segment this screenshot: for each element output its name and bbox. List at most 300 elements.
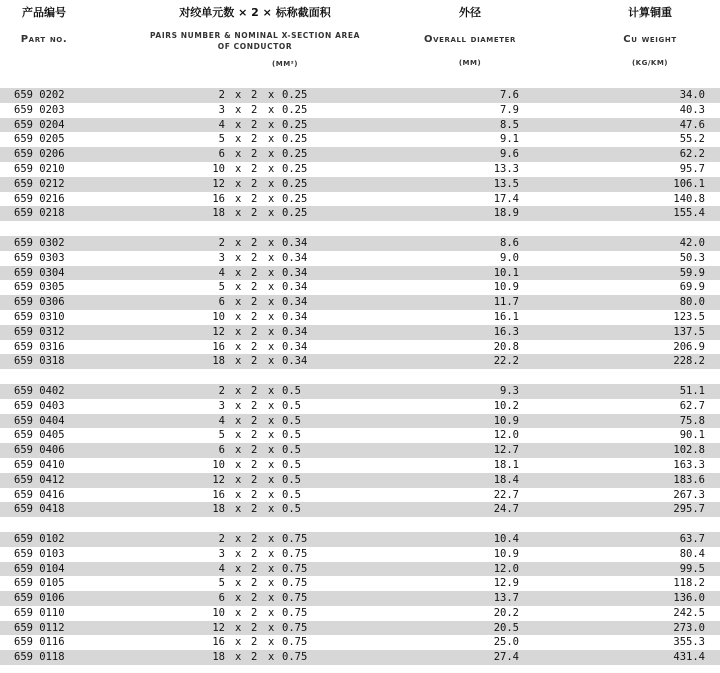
cu-weight-cell: 273.0	[673, 621, 705, 634]
pair-factor-cell: 2	[251, 89, 258, 101]
times-sign: x	[235, 532, 242, 545]
overall-diameter-cell: 22.7	[493, 488, 519, 501]
pair-factor-cell: 2	[251, 103, 258, 116]
pairs-count-cell: 2	[218, 384, 225, 397]
table-row	[0, 576, 720, 591]
part-number-cell: 659 0105	[14, 577, 65, 590]
overall-diameter-cell: 20.2	[493, 606, 519, 619]
cu-weight-cell: 80.4	[679, 547, 705, 560]
pairs-count-cell: 6	[218, 592, 225, 605]
table-row	[0, 384, 720, 399]
pair-factor-cell: 2	[251, 636, 258, 649]
times-sign: x	[235, 118, 242, 131]
group-spacer	[0, 369, 720, 384]
times-sign: x	[268, 281, 275, 294]
cu-weight-cell: 63.7	[679, 532, 705, 545]
cross-section-cell: 0.5	[282, 429, 301, 442]
times-sign: x	[268, 266, 275, 279]
cu-weight-cell: 431.4	[673, 651, 705, 664]
pairs-count-cell: 5	[218, 577, 225, 590]
table-row	[0, 562, 720, 577]
table-row	[0, 266, 720, 281]
pair-factor-cell: 2	[251, 562, 258, 575]
times-sign: x	[268, 148, 275, 161]
overall-diameter-cell: 17.4	[493, 192, 519, 205]
table-row	[0, 251, 720, 266]
part-number-cell: 659 0102	[14, 532, 65, 545]
times-sign: x	[235, 606, 242, 619]
cross-section-cell: 0.25	[282, 89, 308, 101]
times-sign: x	[268, 592, 275, 605]
overall-diameter-cell: 11.7	[493, 296, 519, 309]
part-number-cell: 659 0405	[14, 429, 65, 442]
times-sign: x	[235, 444, 242, 457]
part-number-cell: 659 0212	[14, 177, 65, 190]
overall-diameter-cell: 18.9	[493, 207, 519, 220]
part-number-cell: 659 0104	[14, 562, 65, 575]
pairs-count-cell: 4	[218, 414, 225, 427]
cu-weight-cell: 163.3	[673, 458, 705, 471]
times-sign: x	[235, 636, 242, 649]
part-number-cell: 659 0303	[14, 251, 65, 264]
part-number-cell: 659 0412	[14, 473, 65, 486]
cross-section-cell: 0.25	[282, 103, 308, 116]
times-sign: x	[235, 89, 242, 101]
times-sign: x	[235, 399, 242, 412]
cu-unit: (KG/KM)	[631, 59, 668, 67]
pairs-header-en: PAIRS NUMBER & NOMINAL X-SECTION AREA OF CONDUCTOR	[150, 31, 360, 51]
table-row	[0, 354, 720, 369]
table-row	[0, 147, 720, 162]
pair-factor-cell: 2	[251, 384, 258, 397]
cross-section-cell: 0.34	[282, 340, 308, 353]
overall-diameter-cell: 22.2	[493, 355, 519, 368]
cross-section-cell: 0.34	[282, 236, 308, 249]
overall-diameter-cell: 10.9	[493, 281, 519, 294]
times-sign: x	[235, 236, 242, 249]
part-number-cell: 659 0403	[14, 399, 65, 412]
times-sign: x	[235, 103, 242, 116]
times-sign: x	[235, 355, 242, 368]
od-unit: (MM)	[458, 59, 482, 67]
overall-diameter-cell: 24.7	[493, 503, 519, 516]
pair-factor-cell: 2	[251, 532, 258, 545]
overall-diameter-cell: 13.7	[493, 592, 519, 605]
times-sign: x	[268, 296, 275, 309]
cu-weight-cell: 355.3	[673, 636, 705, 649]
table-row	[0, 428, 720, 443]
times-sign: x	[268, 251, 275, 264]
cu-weight-cell: 55.2	[679, 133, 705, 146]
pairs-count-cell: 3	[218, 547, 225, 560]
pair-factor-cell: 2	[251, 236, 258, 249]
overall-diameter-cell: 9.6	[500, 148, 519, 161]
overall-diameter-cell: 12.0	[493, 429, 519, 442]
pairs-count-cell: 18	[212, 207, 225, 220]
pair-factor-cell: 2	[251, 148, 258, 161]
overall-diameter-cell: 16.1	[493, 310, 519, 323]
pair-factor-cell: 2	[251, 429, 258, 442]
cu-weight-cell: 123.5	[673, 310, 705, 323]
pairs-count-cell: 10	[212, 310, 225, 323]
pairs-count-cell: 5	[218, 429, 225, 442]
times-sign: x	[235, 133, 242, 146]
overall-diameter-cell: 7.9	[500, 103, 519, 116]
pairs-count-cell: 5	[218, 133, 225, 146]
cross-section-cell: 0.25	[282, 207, 308, 220]
times-sign: x	[268, 577, 275, 590]
cross-section-cell: 0.75	[282, 606, 308, 619]
part-number-cell: 659 0110	[14, 606, 65, 619]
overall-diameter-cell: 18.1	[493, 458, 519, 471]
pairs-count-cell: 4	[218, 266, 225, 279]
table-row	[0, 502, 720, 517]
times-sign: x	[235, 458, 242, 471]
pair-factor-cell: 2	[251, 355, 258, 368]
pairs-count-cell: 18	[212, 503, 225, 516]
pairs-count-cell: 12	[212, 325, 225, 338]
cross-section-cell: 0.5	[282, 384, 301, 397]
overall-diameter-cell: 9.0	[500, 251, 519, 264]
table-row	[0, 88, 720, 103]
pairs-count-cell: 10	[212, 162, 225, 175]
cross-section-cell: 0.75	[282, 547, 308, 560]
part-number-cell: 659 0202	[14, 89, 65, 101]
pair-factor-cell: 2	[251, 281, 258, 294]
cu-weight-cell: 206.9	[673, 340, 705, 353]
cu-weight-cell: 242.5	[673, 606, 705, 619]
times-sign: x	[268, 503, 275, 516]
times-sign: x	[268, 340, 275, 353]
times-sign: x	[235, 429, 242, 442]
times-sign: x	[268, 89, 275, 101]
pair-factor-cell: 2	[251, 577, 258, 590]
cross-section-cell: 0.34	[282, 251, 308, 264]
times-sign: x	[235, 473, 242, 486]
overall-diameter-cell: 18.4	[493, 473, 519, 486]
table-row	[0, 103, 720, 118]
overall-diameter-cell: 16.3	[493, 325, 519, 338]
part-number-cell: 659 0210	[14, 162, 65, 175]
cross-section-cell: 0.25	[282, 192, 308, 205]
table-row	[0, 606, 720, 621]
part-number-cell: 659 0116	[14, 636, 65, 649]
times-sign: x	[235, 177, 242, 190]
cross-section-cell: 0.25	[282, 118, 308, 131]
overall-diameter-cell: 7.6	[500, 89, 519, 101]
times-sign: x	[268, 562, 275, 575]
cross-section-cell: 0.5	[282, 444, 301, 457]
pairs-count-cell: 3	[218, 399, 225, 412]
cu-weight-cell: 62.7	[679, 399, 705, 412]
cross-section-cell: 0.34	[282, 355, 308, 368]
table-row	[0, 310, 720, 325]
cu-weight-cell: 62.2	[679, 148, 705, 161]
cross-section-cell: 0.75	[282, 651, 308, 664]
pair-factor-cell: 2	[251, 177, 258, 190]
cu-weight-cell: 51.1	[679, 384, 705, 397]
pairs-count-cell: 2	[218, 236, 225, 249]
times-sign: x	[268, 444, 275, 457]
cross-section-cell: 0.34	[282, 296, 308, 309]
overall-diameter-cell: 10.4	[493, 532, 519, 545]
times-sign: x	[268, 355, 275, 368]
cu-weight-cell: 267.3	[673, 488, 705, 501]
part-number-cell: 659 0205	[14, 133, 65, 146]
overall-diameter-cell: 9.3	[500, 384, 519, 397]
overall-diameter-cell: 10.2	[493, 399, 519, 412]
pairs-count-cell: 6	[218, 148, 225, 161]
pair-factor-cell: 2	[251, 399, 258, 412]
overall-diameter-cell: 27.4	[493, 651, 519, 664]
cu-weight-cell: 59.9	[679, 266, 705, 279]
cross-section-cell: 0.5	[282, 503, 301, 516]
part-number-cell: 659 0318	[14, 355, 65, 368]
pair-factor-cell: 2	[251, 118, 258, 131]
cross-section-cell: 0.34	[282, 281, 308, 294]
pair-factor-cell: 2	[251, 503, 258, 516]
times-sign: x	[235, 192, 242, 205]
times-sign: x	[235, 310, 242, 323]
pairs-header-cn: 对绞单元数 × 2 × 标称截面积	[179, 6, 331, 19]
pairs-count-cell: 16	[212, 636, 225, 649]
part-header-cn: 产品编号	[22, 6, 66, 19]
times-sign: x	[268, 384, 275, 397]
table-row	[0, 443, 720, 458]
table-row	[0, 236, 720, 251]
cable-data-table	[0, 88, 720, 665]
part-number-cell: 659 0306	[14, 296, 65, 309]
cross-section-cell: 0.34	[282, 310, 308, 323]
cu-weight-cell: 69.9	[679, 281, 705, 294]
part-number-cell: 659 0312	[14, 325, 65, 338]
cross-section-cell: 0.25	[282, 162, 308, 175]
group-spacer	[0, 517, 720, 532]
cu-weight-cell: 295.7	[673, 503, 705, 516]
times-sign: x	[268, 532, 275, 545]
times-sign: x	[268, 414, 275, 427]
times-sign: x	[268, 606, 275, 619]
table-row	[0, 591, 720, 606]
pair-factor-cell: 2	[251, 251, 258, 264]
pairs-count-cell: 3	[218, 103, 225, 116]
part-number-cell: 659 0418	[14, 503, 65, 516]
cu-weight-cell: 75.8	[679, 414, 705, 427]
cu-weight-cell: 90.1	[679, 429, 705, 442]
table-row	[0, 547, 720, 562]
pairs-count-cell: 12	[212, 177, 225, 190]
pairs-count-cell: 5	[218, 281, 225, 294]
table-row	[0, 340, 720, 355]
pairs-count-cell: 16	[212, 340, 225, 353]
overall-diameter-cell: 12.7	[493, 444, 519, 457]
pairs-count-cell: 4	[218, 562, 225, 575]
part-number-cell: 659 0406	[14, 444, 65, 457]
pair-factor-cell: 2	[251, 606, 258, 619]
pair-factor-cell: 2	[251, 621, 258, 634]
pairs-header	[140, 4, 370, 68]
cu-weight-cell: 102.8	[673, 444, 705, 457]
overall-diameter-cell: 8.5	[500, 118, 519, 131]
cross-section-cell: 0.5	[282, 399, 301, 412]
overall-diameter-cell: 20.5	[493, 621, 519, 634]
times-sign: x	[268, 325, 275, 338]
pair-factor-cell: 2	[251, 547, 258, 560]
cross-section-cell: 0.5	[282, 488, 301, 501]
table-row	[0, 295, 720, 310]
table-row	[0, 621, 720, 636]
times-sign: x	[268, 473, 275, 486]
overall-diameter-cell: 10.1	[493, 266, 519, 279]
table-row	[0, 280, 720, 295]
times-sign: x	[268, 651, 275, 664]
pair-factor-cell: 2	[251, 192, 258, 205]
overall-diameter-cell: 12.9	[493, 577, 519, 590]
pair-factor-cell: 2	[251, 207, 258, 220]
pair-factor-cell: 2	[251, 296, 258, 309]
pairs-count-cell: 2	[218, 89, 225, 101]
cross-section-cell: 0.75	[282, 562, 308, 575]
part-number-cell: 659 0203	[14, 103, 65, 116]
cu-weight-cell: 137.5	[673, 325, 705, 338]
times-sign: x	[235, 251, 242, 264]
times-sign: x	[268, 488, 275, 501]
times-sign: x	[235, 562, 242, 575]
times-sign: x	[268, 429, 275, 442]
overall-diameter-cell: 10.9	[493, 547, 519, 560]
times-sign: x	[268, 636, 275, 649]
cu-weight-cell: 47.6	[679, 118, 705, 131]
pairs-count-cell: 12	[212, 621, 225, 634]
part-number-cell: 659 0410	[14, 458, 65, 471]
table-row	[0, 132, 720, 147]
pair-factor-cell: 2	[251, 488, 258, 501]
pair-factor-cell: 2	[251, 651, 258, 664]
times-sign: x	[235, 414, 242, 427]
times-sign: x	[235, 281, 242, 294]
cu-weight-cell: 99.5	[679, 562, 705, 575]
cross-section-cell: 0.34	[282, 325, 308, 338]
cu-weight-cell: 40.3	[679, 103, 705, 116]
overall-diameter-cell: 12.0	[493, 562, 519, 575]
cu-weight-cell: 183.6	[673, 473, 705, 486]
cu-weight-cell: 136.0	[673, 592, 705, 605]
table-row	[0, 399, 720, 414]
od-header-en: Overall diameter	[423, 34, 517, 45]
cu-weight-cell: 155.4	[673, 207, 705, 220]
cu-header	[600, 4, 700, 67]
cross-section-cell: 0.75	[282, 577, 308, 590]
part-number-cell: 659 0404	[14, 414, 65, 427]
table-row	[0, 192, 720, 207]
times-sign: x	[268, 458, 275, 471]
part-number-cell: 659 0304	[14, 266, 65, 279]
table-row	[0, 650, 720, 665]
pairs-count-cell: 16	[212, 192, 225, 205]
cross-section-cell: 0.25	[282, 148, 308, 161]
times-sign: x	[235, 592, 242, 605]
times-sign: x	[268, 118, 275, 131]
cu-weight-cell: 50.3	[679, 251, 705, 264]
cross-section-cell: 0.25	[282, 177, 308, 190]
part-number-cell: 659 0218	[14, 207, 65, 220]
times-sign: x	[268, 207, 275, 220]
group-spacer	[0, 221, 720, 236]
times-sign: x	[235, 488, 242, 501]
pairs-count-cell: 16	[212, 488, 225, 501]
pair-factor-cell: 2	[251, 325, 258, 338]
times-sign: x	[235, 162, 242, 175]
times-sign: x	[268, 177, 275, 190]
times-sign: x	[235, 384, 242, 397]
od-header	[410, 4, 530, 67]
table-row	[0, 118, 720, 133]
part-number-cell: 659 0305	[14, 281, 65, 294]
cross-section-cell: 0.25	[282, 133, 308, 146]
cu-weight-cell: 140.8	[673, 192, 705, 205]
part-number-cell: 659 0206	[14, 148, 65, 161]
pair-factor-cell: 2	[251, 310, 258, 323]
cross-section-cell: 0.5	[282, 414, 301, 427]
pair-factor-cell: 2	[251, 592, 258, 605]
pair-factor-cell: 2	[251, 162, 258, 175]
pairs-count-cell: 12	[212, 473, 225, 486]
pairs-count-cell: 18	[212, 651, 225, 664]
times-sign: x	[235, 207, 242, 220]
part-number-cell: 659 0204	[14, 118, 65, 131]
table-row	[0, 162, 720, 177]
cu-header-en: Cu weight	[623, 34, 677, 45]
cross-section-cell: 0.34	[282, 266, 308, 279]
cu-weight-cell: 228.2	[673, 355, 705, 368]
pairs-count-cell: 10	[212, 606, 225, 619]
times-sign: x	[235, 340, 242, 353]
part-number-cell: 659 0310	[14, 310, 65, 323]
overall-diameter-cell: 9.1	[500, 133, 519, 146]
cu-weight-cell: 95.7	[679, 162, 705, 175]
times-sign: x	[235, 547, 242, 560]
times-sign: x	[235, 577, 242, 590]
table-row	[0, 532, 720, 547]
cu-weight-cell: 34.0	[679, 89, 705, 101]
table-row	[0, 325, 720, 340]
pairs-count-cell: 6	[218, 444, 225, 457]
times-sign: x	[235, 266, 242, 279]
cu-weight-cell: 80.0	[679, 296, 705, 309]
pair-factor-cell: 2	[251, 473, 258, 486]
times-sign: x	[235, 325, 242, 338]
cu-weight-cell: 106.1	[673, 177, 705, 190]
part-number-cell: 659 0302	[14, 236, 65, 249]
times-sign: x	[268, 547, 275, 560]
part-number-cell: 659 0416	[14, 488, 65, 501]
pair-factor-cell: 2	[251, 414, 258, 427]
overall-diameter-cell: 10.9	[493, 414, 519, 427]
od-header-cn: 外径	[459, 6, 481, 19]
part-header	[4, 4, 84, 45]
times-sign: x	[235, 651, 242, 664]
overall-diameter-cell: 13.3	[493, 162, 519, 175]
cross-section-cell: 0.75	[282, 592, 308, 605]
pairs-count-cell: 6	[218, 296, 225, 309]
overall-diameter-cell: 13.5	[493, 177, 519, 190]
cu-weight-cell: 42.0	[679, 236, 705, 249]
cu-weight-cell: 118.2	[673, 577, 705, 590]
overall-diameter-cell: 25.0	[493, 636, 519, 649]
times-sign: x	[268, 133, 275, 146]
part-number-cell: 659 0106	[14, 592, 65, 605]
part-number-cell: 659 0402	[14, 384, 65, 397]
